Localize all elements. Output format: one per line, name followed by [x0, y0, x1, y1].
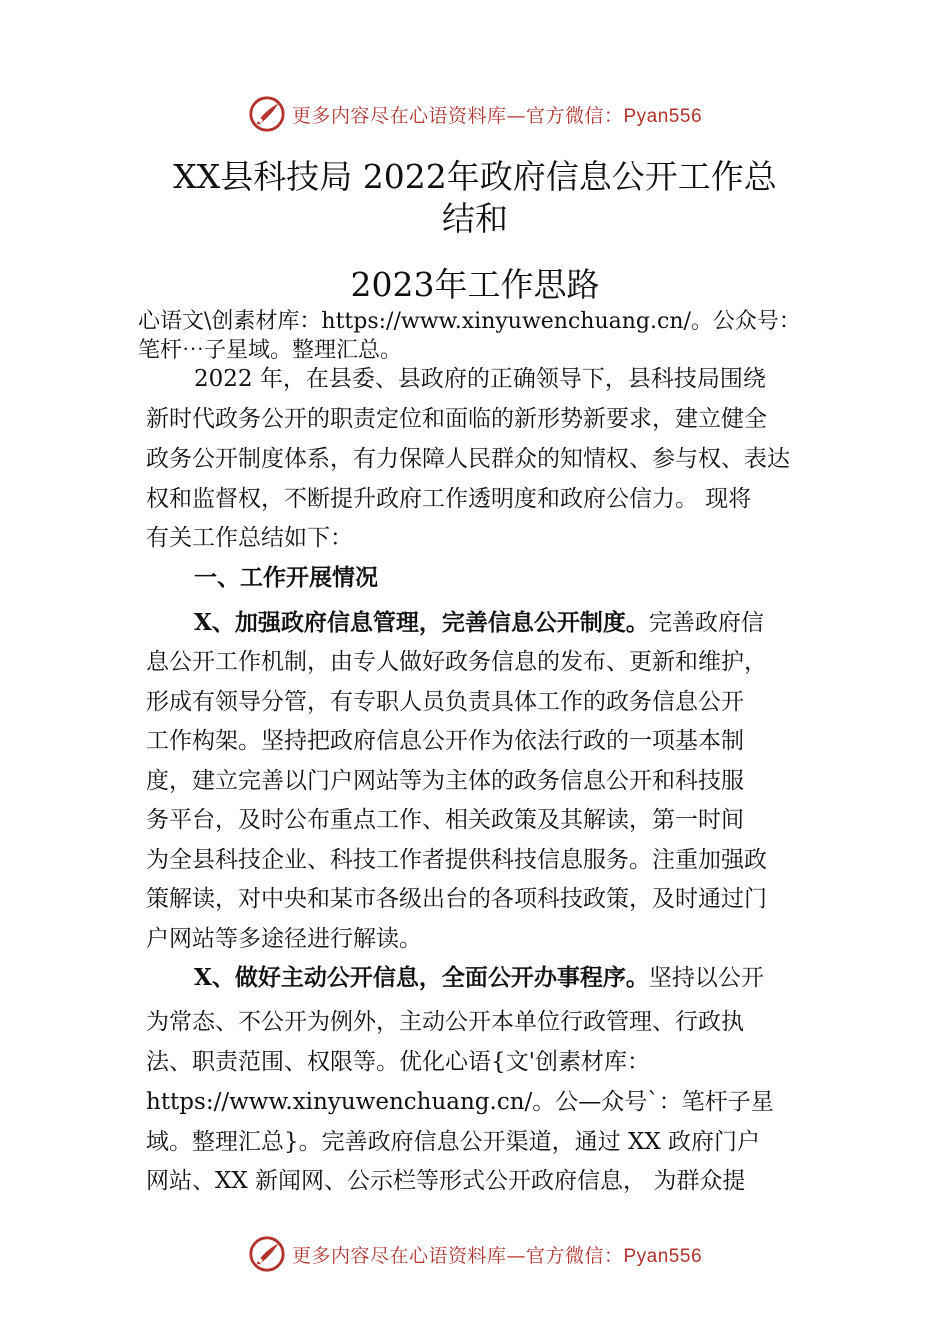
source-line-2: 笔杆⋯子星域。整理汇总。: [138, 338, 403, 363]
banner-text: 更多内容尽在心语资料库—官方微信：Pyan556: [291, 1244, 703, 1267]
banner-text: 更多内容尽在心语资料库—官方微信：Pyan556: [291, 104, 703, 127]
section-heading: 一、工作开展情况: [194, 564, 378, 591]
item2-first-line: [194, 963, 764, 993]
item2-line: 网站、XX 新闻网、公示栏等形式公开政府信息， 为群众提: [146, 1168, 746, 1194]
intro-line: 权和监督权，不断提升政府工作透明度和政府公信力。 现将: [146, 486, 752, 512]
item2-line: https://www.xinyuwenchuang.cn/。公—众号`：笔杆子星: [146, 1089, 774, 1115]
document-title-line-3: 2023年工作思路: [350, 265, 600, 304]
header-banner: [0, 92, 950, 136]
item1-line: 息公开工作机制，由专人做好政务信息的发布、更新和维护，: [146, 649, 767, 675]
item2-line: 为常态、不公开为例外，主动公开本单位行政管理、行政执: [146, 1009, 744, 1035]
item2-first-text: 坚持以公开: [648, 965, 764, 991]
wechat-id: Pyan556: [623, 105, 703, 127]
intro-line: 新时代政务公开的职责定位和面临的新形势新要求，建立健全: [146, 406, 767, 432]
item1-line: 务平台，及时公布重点工作、相关政策及其解读，第一时间: [146, 807, 744, 833]
item2-lead: X、做好主动公开信息，全面公开办事程序。: [194, 964, 649, 991]
source-line-1: 心语文\创素材库：https://www.xinyuwenchuang.cn/。公众号：: [138, 309, 801, 334]
item1-line: 工作构架。坚持把政府信息公开作为依法行政的一项基本制: [146, 728, 744, 754]
intro-line: 政务公开制度体系，有力保障人民群众的知情权、参与权、表达: [146, 446, 790, 472]
item1-line: 策解读，对中央和某市各级出台的各项科技政策，及时通过门: [146, 886, 767, 912]
document-title-line-1: XX县科技局 2022年政府信息公开工作总: [173, 157, 777, 196]
footer-banner: [0, 1232, 950, 1276]
pen-logo-icon: [248, 1235, 286, 1273]
item1-line: 形成有领导分管，有专职人员负责具体工作的政务信息公开: [146, 689, 744, 715]
item1-first-line: [194, 608, 764, 638]
item2-line: 域。整理汇总}。完善政府信息公开渠道，通过 XX 政府门户: [146, 1129, 761, 1155]
item1-line: 户网站等多途径进行解读。: [146, 926, 422, 952]
item1-line: 度，建立完善以门户网站等为主体的政务信息公开和科技服: [146, 768, 744, 794]
pen-logo-icon: [248, 95, 286, 133]
intro-line: 有关工作总结如下：: [146, 525, 353, 551]
intro-line: 2022 年，在县委、县政府的正确领导下，县科技局围绕: [194, 366, 766, 392]
item1-lead: X、加强政府信息管理，完善信息公开制度。: [194, 609, 649, 636]
wechat-id: Pyan556: [623, 1245, 703, 1267]
item2-line: 法、职责范围、权限等。优化心语{文'创素材库：: [146, 1049, 650, 1075]
item1-line: 为全县科技企业、科技工作者提供科技信息服务。注重加强政: [146, 847, 767, 873]
item1-first-text: 完善政府信: [648, 610, 764, 636]
document-title-line-2: 结和: [442, 199, 508, 238]
